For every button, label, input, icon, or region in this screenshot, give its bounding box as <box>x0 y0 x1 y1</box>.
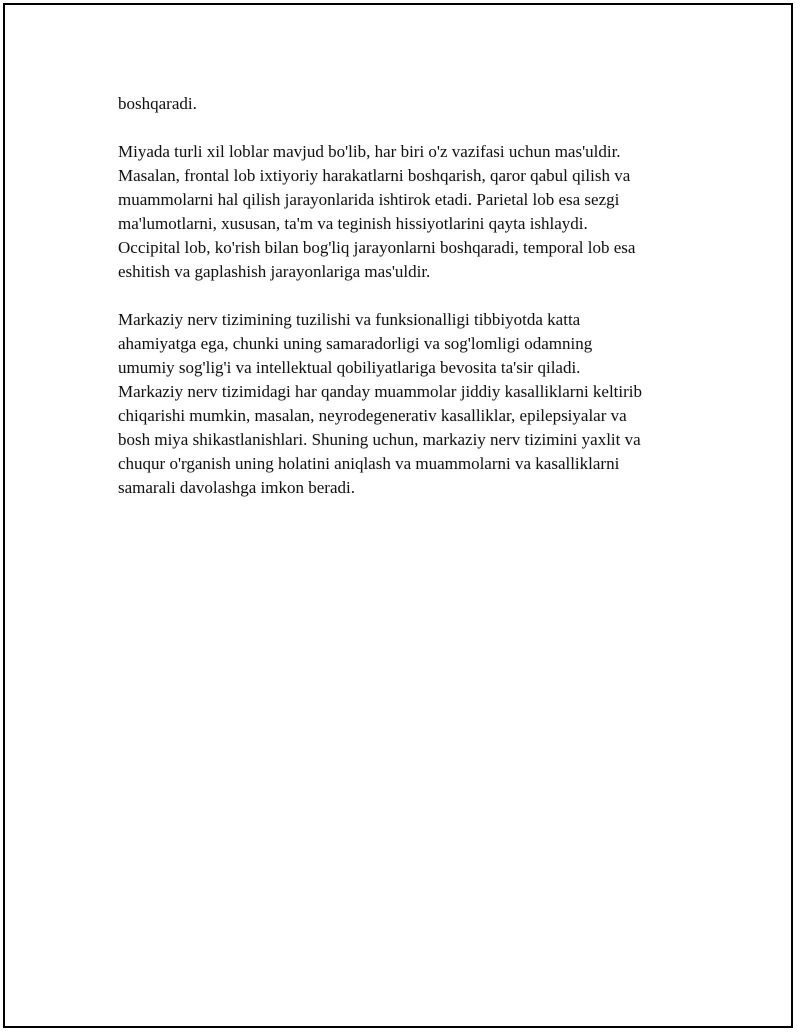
text-line: chuqur o'rganish uning holatini aniqlash va muammolarni va kasalliklarni <box>118 454 620 473</box>
text-line: Markaziy nerv tizimining tuzilishi va funksionalligi tibbiyotda katta <box>118 310 581 329</box>
text-line: umumiy sog'lig'i va intellektual qobiliyatlariga bevosita ta'sir qiladi. <box>118 358 581 377</box>
text-line: eshitish va gaplashish jarayonlariga mas'uldir. <box>118 262 431 281</box>
text-line: chiqarishi mumkin, masalan, neyrodegenerativ kasalliklar, epilepsiyalar va <box>118 406 627 425</box>
text-line: Occipital lob, ko'rish bilan bog'liq jarayonlarni boshqaradi, temporal lob esa <box>118 238 636 257</box>
text-line: Miyada turli xil loblar mavjud bo'lib, har biri o'z vazifasi uchun mas'uldir. <box>118 142 621 161</box>
paragraph-3 <box>118 308 708 500</box>
document-body <box>118 92 708 500</box>
paragraph-1 <box>118 92 708 116</box>
text-line: samarali davolashga imkon beradi. <box>118 478 355 497</box>
text-line: Masalan, frontal lob ixtiyoriy harakatlarni boshqarish, qaror qabul qilish va <box>118 166 631 185</box>
text-line: boshqaradi. <box>118 94 197 113</box>
text-line: ahamiyatga ega, chunki uning samaradorligi va sog'lomligi odamning <box>118 334 593 353</box>
text-line: muammolarni hal qilish jarayonlarida ishtirok etadi. Parietal lob esa sezgi <box>118 190 620 209</box>
text-line: bosh miya shikastlanishlari. Shuning uchun, markaziy nerv tizimini yaxlit va <box>118 430 641 449</box>
paragraph-spacer <box>118 116 708 140</box>
text-line: Markaziy nerv tizimidagi har qanday muammolar jiddiy kasalliklarni keltirib <box>118 382 643 401</box>
paragraph-spacer <box>118 284 708 308</box>
paragraph-2 <box>118 140 708 284</box>
text-line: ma'lumotlarni, xususan, ta'm va teginish hissiyotlarini qayta ishlaydi. <box>118 214 588 233</box>
